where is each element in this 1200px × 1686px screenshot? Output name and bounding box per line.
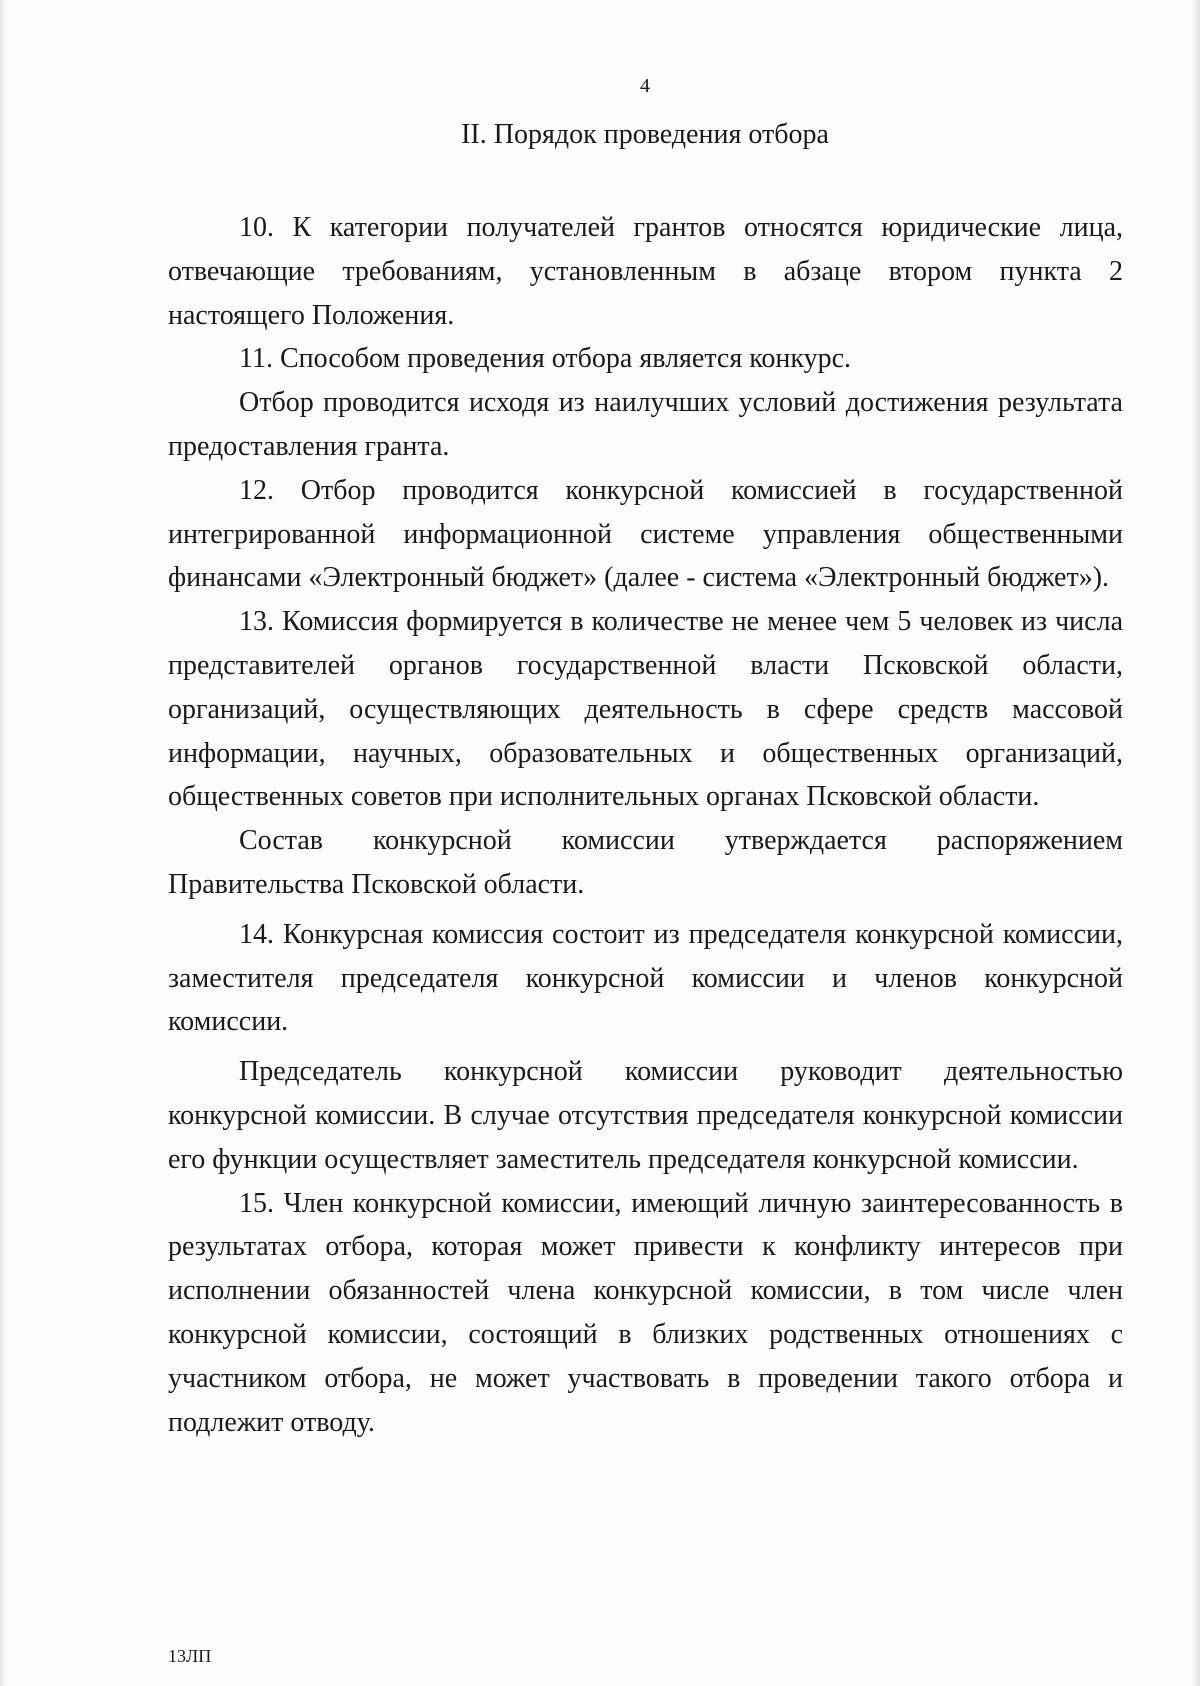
- paragraph-14-chairman: Председатель конкурсной комиссии руководит деятельностью конкурсной комиссии. В случае отсутствия председателя конкурсной комиссии его функции осуществляет заместитель председателя конкурсной комиссии.: [168, 1056, 1130, 1175]
- paragraph-11: 11. Способом проведения отбора является конкурс.: [239, 343, 852, 375]
- footer-code: 13ЛП: [168, 1646, 212, 1666]
- paragraph-12: 12. Отбор проводится конкурсной комиссией в государственной интегрированной информационной системе управления общественными финансами «Электронный бюджет» (далее - система «Электронный бюджет»).: [168, 474, 1130, 594]
- paragraph-15: 15. Член конкурсной комиссии, имеющий личную заинтересованность в результатах отбора, которая может привести к конфликту интересов при исполнении обязанностей члена конкурсной комиссии, в том числе член конкурсной комиссии, состоящий в близких родственных отношениях с участником отбора, не может участвовать в проведении такого отбора и подлежит отводу.: [168, 1187, 1137, 1438]
- paragraph-13: 13. Комиссия формируется в количестве не менее чем 5 человек из числа представителей органов государственной власти Псковской области, организаций, осуществляющих деятельность в сфере средств массовой информации, научных, образовательных и общественных организаций, общественных советов при исполнительных органах Псковской области.: [168, 606, 1130, 813]
- paragraph-13-composition: Состав конкурсной комиссии утверждается распоряжением Правительства Псковской области.: [168, 825, 1130, 900]
- section-title: II. Порядок проведения отбора: [461, 119, 829, 150]
- paragraph-11-selection-basis: Отбор проводится исходя из наилучших условий достижения результата предоставления гранта.: [168, 387, 1130, 462]
- scan-edge-right: [1192, 0, 1200, 1686]
- document-body: [168, 206, 1137, 1444]
- scan-edge-left: [0, 0, 6, 1686]
- paragraph-10: 10. К категории получателей грантов относятся юридические лица, отвечающие требованиям, установленным в абзаце втором пункта 2 настоящего Положения.: [168, 212, 1130, 331]
- paragraph-14: 14. Конкурсная комиссия состоит из председателя конкурсной комиссии, заместителя председателя конкурсной комиссии и членов конкурсной комиссии.: [168, 918, 1130, 1038]
- page-number: 4: [640, 75, 650, 97]
